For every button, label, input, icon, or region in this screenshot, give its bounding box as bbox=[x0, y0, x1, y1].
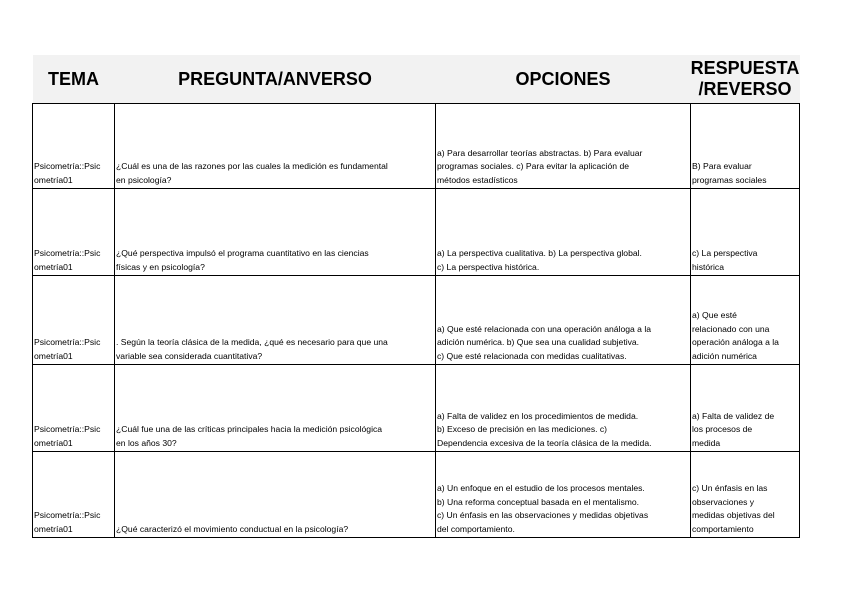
table-row bbox=[33, 365, 800, 452]
cell-respuesta bbox=[691, 189, 800, 276]
table-row bbox=[33, 452, 800, 538]
cell-respuesta-text: B) Para evaluar programas sociales bbox=[692, 161, 767, 185]
cell-respuesta bbox=[691, 452, 800, 538]
header-row bbox=[33, 55, 800, 104]
cell-opciones bbox=[436, 189, 691, 276]
cell-tema bbox=[33, 189, 115, 276]
flashcard-table bbox=[32, 55, 800, 538]
cell-respuesta-text: c) La perspectiva histórica bbox=[692, 248, 758, 272]
table-row bbox=[33, 276, 800, 365]
cell-tema-text: Psicometría::Psic ometría01 bbox=[34, 337, 101, 361]
cell-respuesta bbox=[691, 365, 800, 452]
cell-pregunta-text: ¿Cuál fue una de las críticas principales hacia la medición psicológica en los años 30? bbox=[116, 424, 383, 448]
cell-pregunta bbox=[115, 104, 436, 189]
cell-pregunta bbox=[115, 452, 436, 538]
cell-pregunta-text: ¿Qué caracterizó el movimiento conductual en la psicología? bbox=[116, 523, 349, 534]
cell-tema-text: Psicometría::Psic ometría01 bbox=[34, 248, 101, 272]
cell-opciones-text: a) Un enfoque en el estudio de los procesos mentales. b) Una reforma conceptual basada en el mentalismo. c) Un énfasis en las observaciones y medidas objetivas del comportamiento. bbox=[437, 483, 649, 534]
cell-respuesta-text: a) Que esté relacionado con una operación análoga a la adición numérica bbox=[692, 310, 779, 361]
cell-pregunta-text: ¿Cuál es una de las razones por las cuales la medición es fundamental en psicología? bbox=[116, 161, 388, 185]
cell-opciones-text: a) La perspectiva cualitativa. b) La perspectiva global. c) La perspectiva histórica. bbox=[437, 248, 642, 272]
table-row bbox=[33, 104, 800, 189]
cell-opciones bbox=[436, 452, 691, 538]
cell-opciones bbox=[436, 104, 691, 189]
header-respuesta-text: RESPUESTA /REVERSO bbox=[690, 58, 800, 99]
cell-pregunta bbox=[115, 189, 436, 276]
cell-opciones-text: a) Falta de validez en los procedimientos de medida. b) Exceso de precisión en las mediciones. c) Dependencia excesiva de la teoría clásica de la medida. bbox=[437, 410, 652, 448]
cell-tema bbox=[33, 365, 115, 452]
cell-tema-text: Psicometría::Psic ometría01 bbox=[34, 424, 101, 448]
cell-respuesta-text: c) Un énfasis en las observaciones y medidas objetivas del comportamiento bbox=[692, 483, 775, 534]
cell-opciones-text: a) Para desarrollar teorías abstractas. b) Para evaluar programas sociales. c) Para evitar la aplicación de métodos estadísticos bbox=[437, 147, 643, 185]
cell-respuesta bbox=[691, 104, 800, 189]
cell-opciones bbox=[436, 276, 691, 365]
cell-respuesta-text: a) Falta de validez de los procesos de medida bbox=[692, 410, 775, 448]
table-row bbox=[33, 189, 800, 276]
header-opciones: OPCIONES bbox=[436, 55, 691, 104]
cell-tema bbox=[33, 452, 115, 538]
cell-pregunta bbox=[115, 276, 436, 365]
cell-respuesta bbox=[691, 276, 800, 365]
cell-pregunta-text: . Según la teoría clásica de la medida, ¿qué es necesario para que una variable sea considerada cuantitativa? bbox=[116, 337, 388, 361]
header-respuesta bbox=[691, 55, 800, 104]
cell-opciones-text: a) Que esté relacionada con una operación análoga a la adición numérica. b) Que sea una cualidad subjetiva. c) Que esté relacionada con medidas cualitativas. bbox=[437, 323, 652, 361]
cell-tema-text: Psicometría::Psic ometría01 bbox=[34, 510, 101, 534]
cell-pregunta bbox=[115, 365, 436, 452]
header-tema: TEMA bbox=[33, 55, 115, 104]
cell-pregunta-text: ¿Qué perspectiva impulsó el programa cuantitativo en las ciencias físicas y en psicología? bbox=[116, 248, 369, 272]
cell-tema bbox=[33, 104, 115, 189]
header-pregunta: PREGUNTA/ANVERSO bbox=[115, 55, 436, 104]
cell-tema bbox=[33, 276, 115, 365]
cell-opciones bbox=[436, 365, 691, 452]
cell-tema-text: Psicometría::Psic ometría01 bbox=[34, 161, 101, 185]
